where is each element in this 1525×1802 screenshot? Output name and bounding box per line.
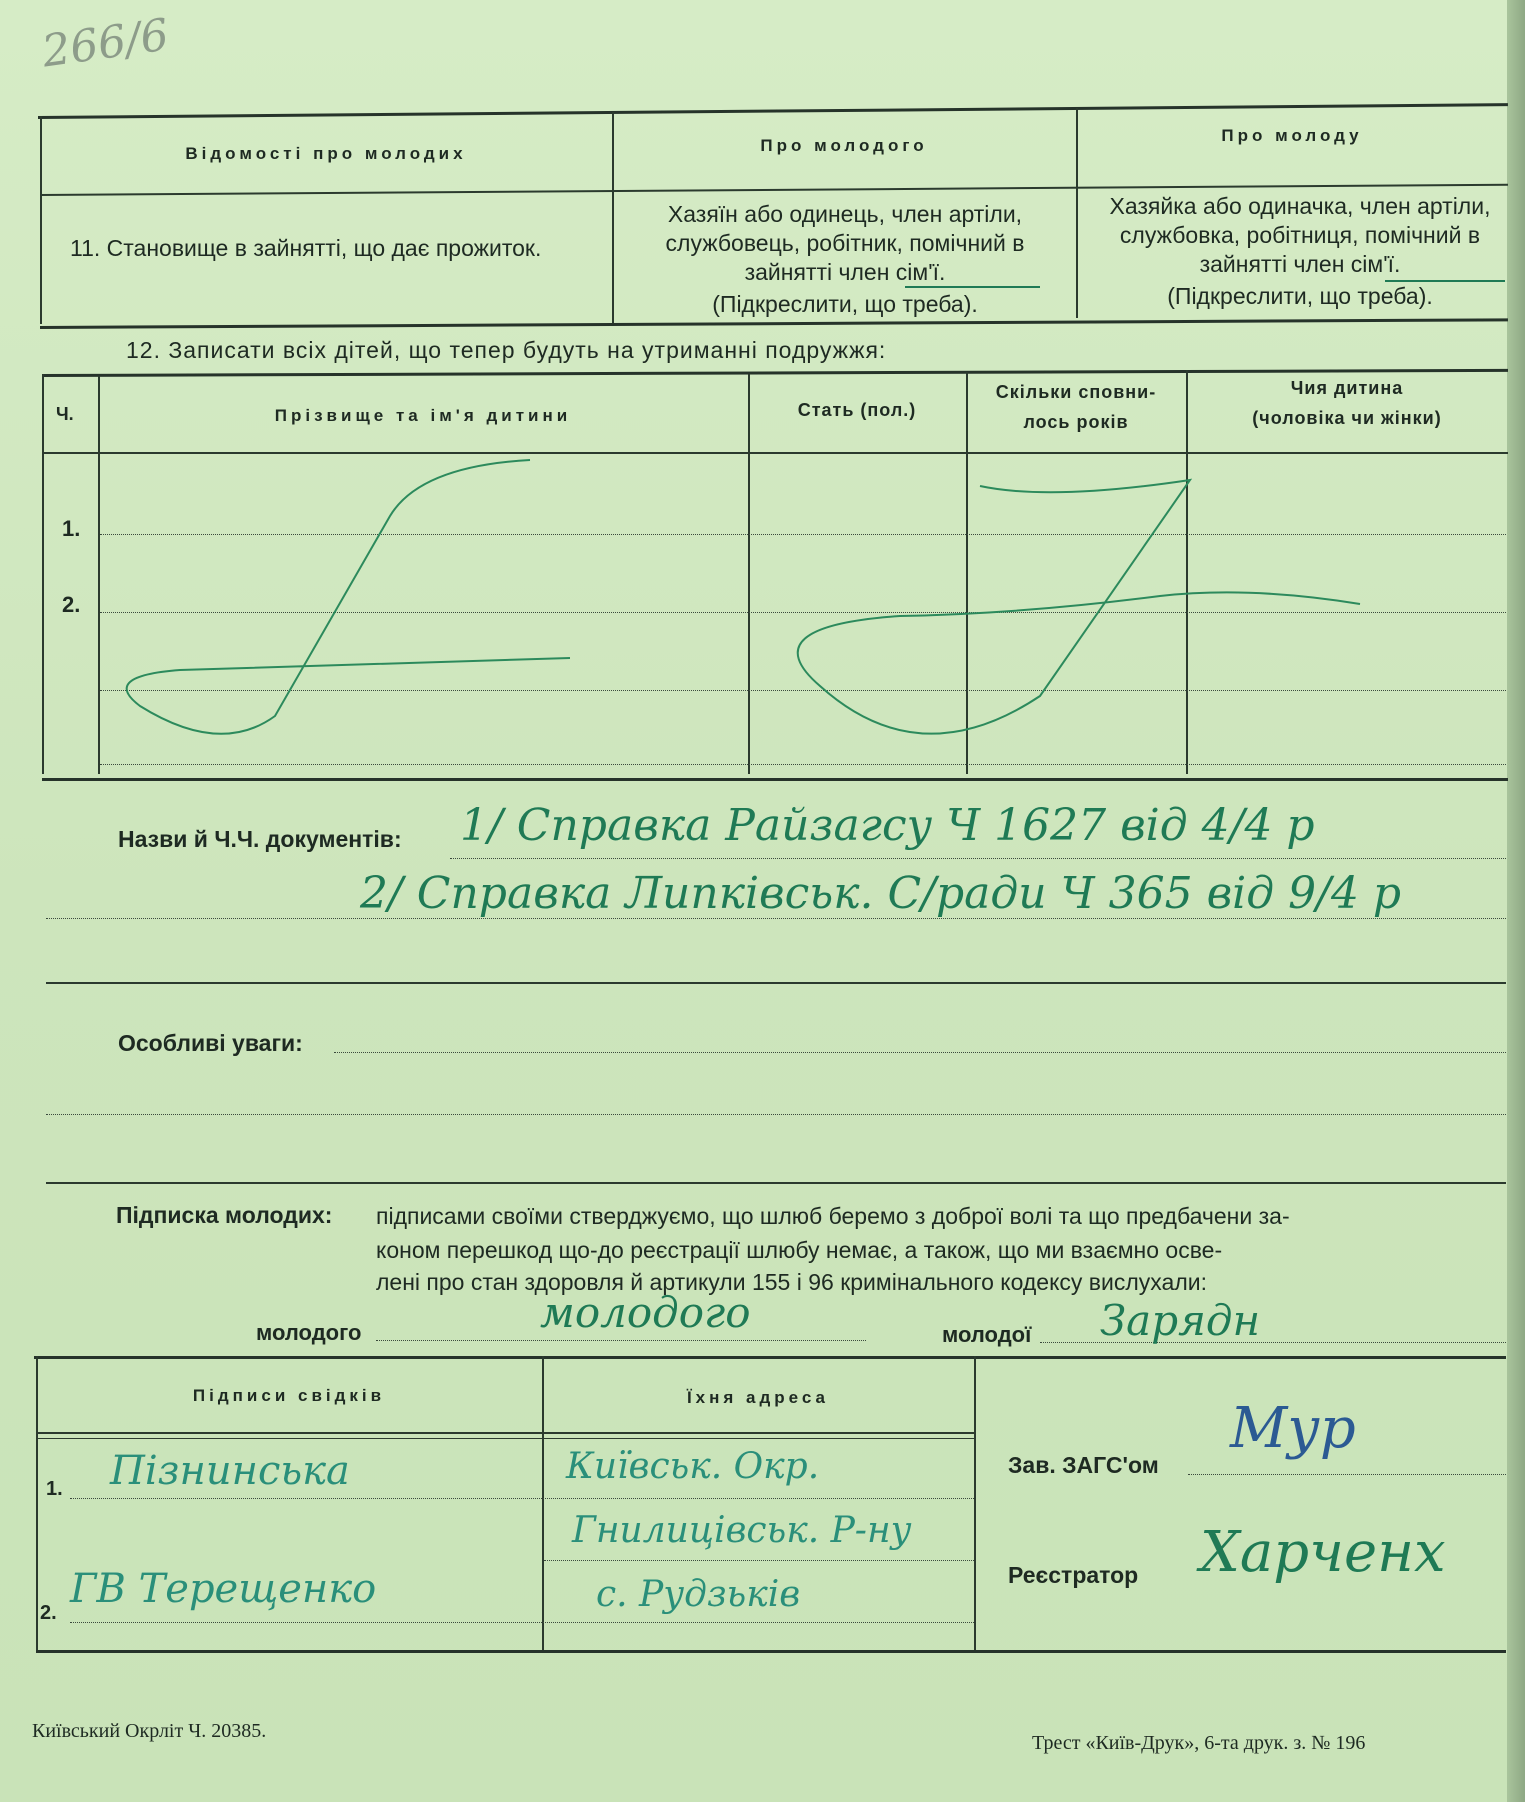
header-groom: Про молодого <box>760 136 928 155</box>
table12-bottom-border <box>42 778 1508 781</box>
remarks-section-divider <box>46 1182 1506 1184</box>
groom-underline-mark <box>905 286 1040 288</box>
groom-signature: молодого <box>540 1288 751 1337</box>
declaration-line-1: підписами своїми стверджуємо, що шлюб беремо з доброї волі та що предбачени за- <box>376 1203 1290 1229</box>
witness-signatures-header: Підписи свідків <box>192 1386 386 1405</box>
header-bride: Про молоду <box>1221 126 1363 145</box>
remarks-line <box>46 1114 1506 1115</box>
table12-top-border <box>42 369 1508 377</box>
col-name-header: Прізвище та ім'я дитини <box>274 406 572 425</box>
child-row-number: 2. <box>62 592 81 617</box>
table11-bottom-border <box>40 318 1508 329</box>
witness-address-line: Гнилицівськ. Р-ну <box>572 1510 912 1551</box>
remarks-label: Особливі уваги: <box>118 1030 303 1056</box>
witness-table-top-border <box>34 1356 1506 1359</box>
document-entry-1: 1/ Справка Райзагсу Ч 1627 від 4/4 р <box>460 800 1315 851</box>
registrar-signature: Харченх <box>1200 1520 1446 1585</box>
header-info: Відомості про молодих <box>185 144 467 163</box>
witness-address-header: Їхня адреса <box>686 1388 830 1407</box>
registry-head-line <box>1188 1474 1506 1475</box>
witness-1-signature: Пізнинська <box>110 1448 350 1494</box>
printer-credit: Трест «Київ-Друк», 6-та друк. з. № 196 <box>1032 1732 1366 1754</box>
witness-row-line <box>70 1498 974 1499</box>
col-age-header-1: Скільки сповни- <box>995 382 1157 402</box>
printer-license: Київський Окрліт Ч. 20385. <box>32 1720 267 1742</box>
witness-table-col-divider-2 <box>974 1356 976 1650</box>
table11-top-border <box>38 103 1508 119</box>
bride-signature: Зарядн <box>1100 1296 1261 1345</box>
documents-section-divider <box>46 982 1506 984</box>
col-age-header-2: лось років <box>1023 412 1129 432</box>
groom-occupation-text: Хазяїн або одинець, член артіли, службовець, робітник, помічний в зайнятті член сім'ї. <box>665 201 1025 285</box>
registry-head-label: Зав. ЗАГС'ом <box>1008 1452 1159 1478</box>
registrar-label: Реєстратор <box>1008 1562 1139 1588</box>
bride-underline-mark <box>1385 280 1505 282</box>
witness-table-header-divider <box>36 1432 974 1434</box>
documents-label: Назви й Ч.Ч. документів: <box>118 826 402 852</box>
child-row-number: 1. <box>62 516 81 541</box>
groom-signature-line <box>376 1340 866 1341</box>
witness-row-number: 1. <box>46 1478 63 1500</box>
item11-label: 11. Становище в зайнятті, що дає прожиток. <box>70 235 542 261</box>
bride-signature-label: молодої <box>942 1322 1032 1347</box>
witness-table-header-divider-2 <box>36 1438 974 1439</box>
cancellation-strokes <box>100 456 1506 774</box>
declaration-line-2: коном перешкод що-до реєстрації шлюбу немає, а також, що ми взаємно осве- <box>376 1237 1223 1263</box>
witness-row-number: 2. <box>40 1602 57 1624</box>
registry-head-signature: Мур <box>1230 1396 1356 1461</box>
col-whose-header-2: (чоловіка чи жінки) <box>1252 408 1442 428</box>
bride-occupation-note: (Підкреслити, що треба). <box>1167 283 1433 309</box>
table12-left-border <box>42 374 44 774</box>
groom-occupation-note: (Підкреслити, що треба). <box>712 291 978 317</box>
witness-2-signature: ГВ Терещенко <box>70 1566 377 1612</box>
declaration-line-3: лені про стан здоровля й артикули 155 і 96 кримінального кодексу вислухали: <box>376 1269 1207 1295</box>
groom-signature-label: молодого <box>256 1320 362 1345</box>
col-whose-header-1: Чия дитина <box>1290 378 1404 398</box>
documents-line <box>46 918 1506 919</box>
declaration-label: Підписка молодих: <box>116 1202 333 1228</box>
documents-line <box>450 858 1506 859</box>
table12-header-divider <box>42 452 1508 454</box>
document-entry-2: 2/ Справка Липківськ. С/ради Ч 365 від 9/4 р <box>360 868 1402 919</box>
col-sex-header: Стать (пол.) <box>797 400 917 420</box>
witness-address-line: с. Рудзьків <box>596 1574 801 1615</box>
witness-address-line: Київськ. Окр. <box>566 1446 820 1487</box>
section12-title: 12. Записати всіх дітей, що тепер будуть на утриманні подружжя: <box>126 337 887 363</box>
witness-row-line <box>544 1560 974 1561</box>
remarks-line <box>334 1052 1506 1053</box>
col-number-header: Ч. <box>56 404 74 424</box>
corner-note: 266/6 <box>39 9 172 78</box>
witness-table-bottom-border <box>36 1650 1506 1653</box>
witness-row-line <box>70 1622 974 1623</box>
bride-occupation-text: Хазяйка або одиначка, член артіли, службовка, робітниця, помічний в зайнятті член сім'ї. <box>1109 193 1491 277</box>
